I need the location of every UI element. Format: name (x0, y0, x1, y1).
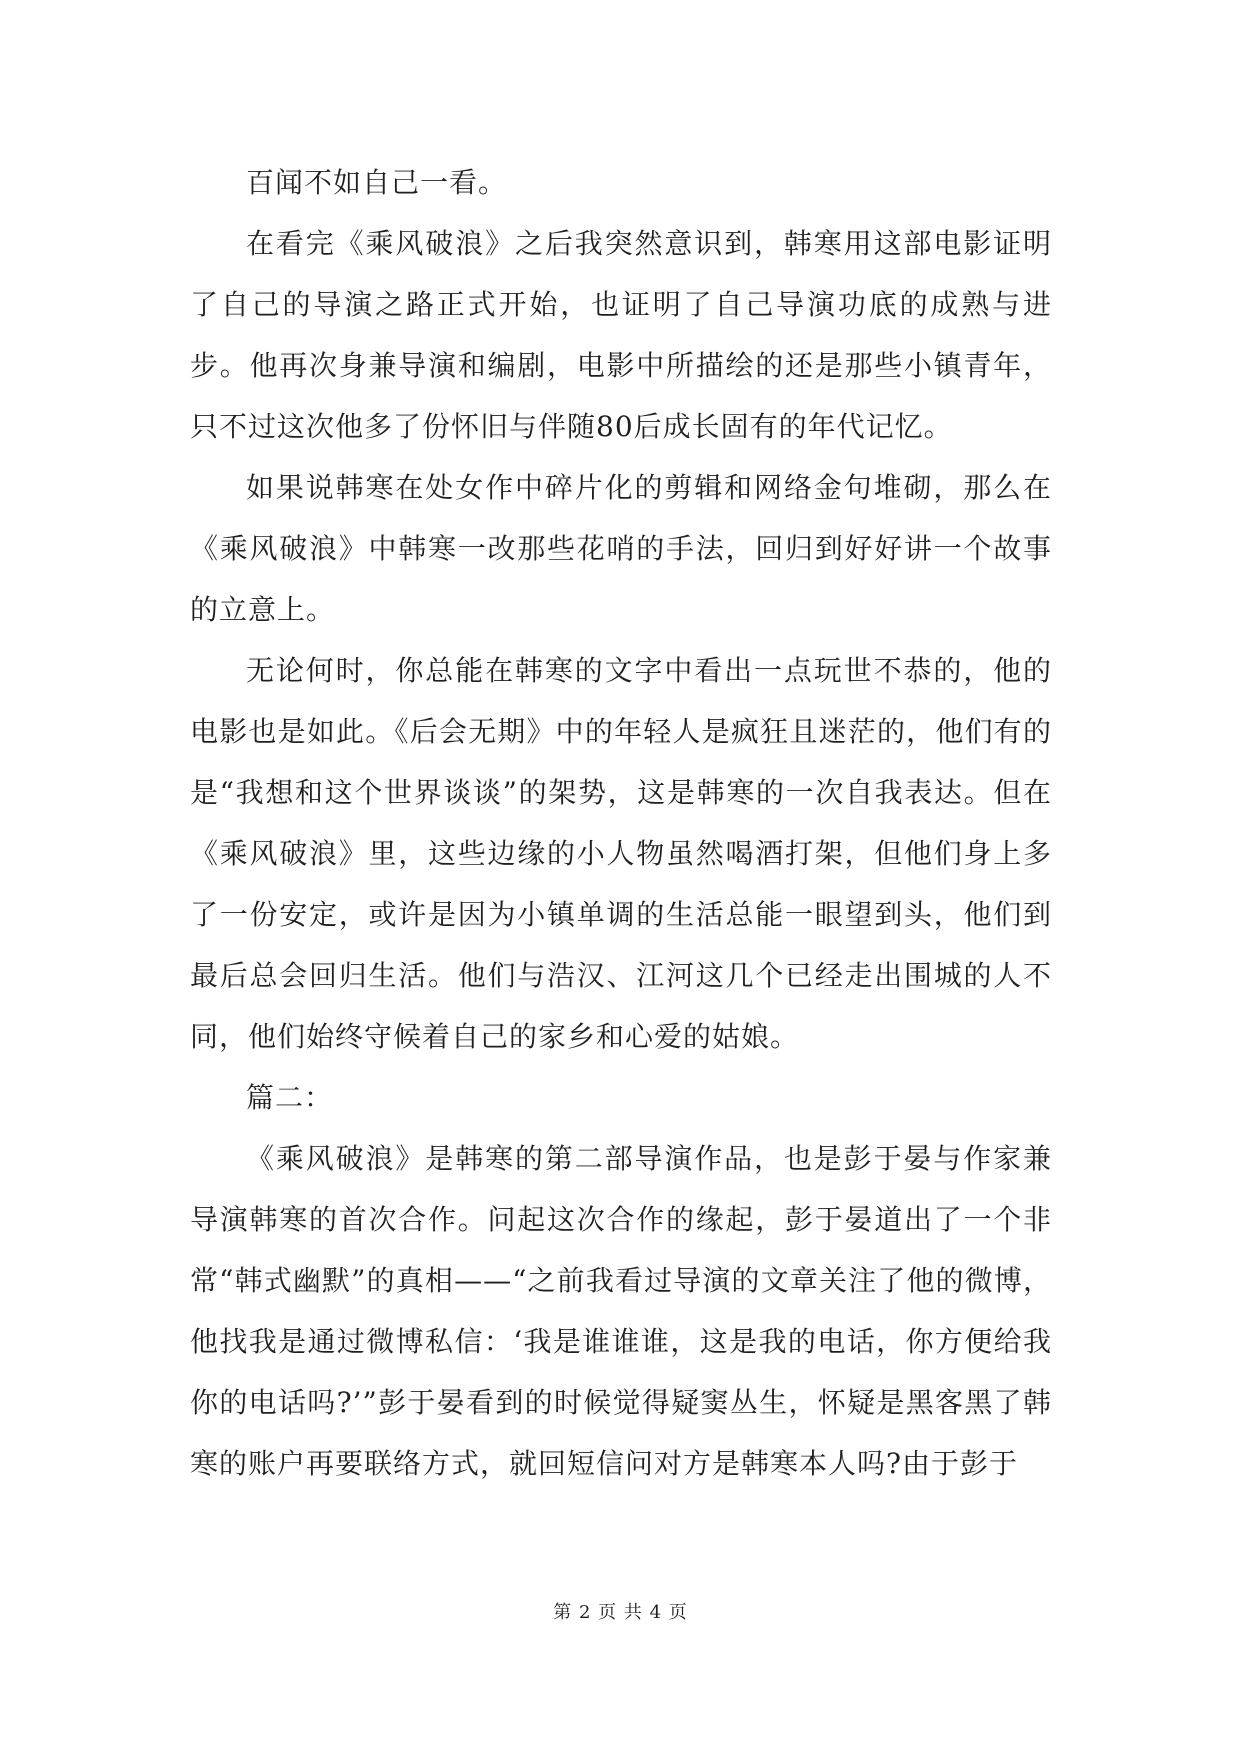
paragraph-3: 如果说韩寒在处女作中碎片化的剪辑和网络金句堆砌，那么在《乘风破浪》中韩寒一改那些花哨的手法，回归到好好讲一个故事的立意上。 (190, 471, 1052, 626)
document-body (190, 152, 1052, 1494)
paragraph-4: 无论何时，你总能在韩寒的文字中看出一点玩世不恭的，他的电影也是如此。《后会无期》中的年轻人是疯狂且迷茫的，他们有的是“我想和这个世界谈谈”的架势，这是韩寒的一次自我表达。但在《乘风破浪》里，这些边缘的小人物虽然喝酒打架，但他们身上多了一份安定，或许是因为小镇单调的生活总能一眼望到头，他们到最后总会回归生活。他们与浩汉、江河这几个已经走出围城的人不同，他们始终守候着自己的家乡和心爱的姑娘。 (190, 654, 1052, 1053)
section-heading-part-two: 篇二： (246, 1081, 334, 1114)
paragraph-2: 在看完《乘风破浪》之后我突然意识到，韩寒用这部电影证明了自己的导演之路正式开始，也证明了自己导演功底的成熟与进步。他再次身兼导演和编剧，电影中所描绘的还是那些小镇青年，只不过这次他多了份怀旧与伴随80后成长固有的年代记忆。 (190, 227, 1052, 443)
paragraph-5: 《乘风破浪》是韩寒的第二部导演作品，也是彭于晏与作家兼导演韩寒的首次合作。问起这次合作的缘起，彭于晏道出了一个非常“韩式幽默”的真相——“之前我看过导演的文章关注了他的微博，他找我是通过微博私信：‘我是谁谁谁，这是我的电话，你方便给我你的电话吗?’”彭于晏看到的时候觉得疑窦丛生，怀疑是黑客黑了韩寒的账户再要联络方式，就回短信问对方是韩寒本人吗?由于彭于 (190, 1142, 1052, 1480)
page-footer: 第 2 页 共 4 页 (553, 1602, 688, 1623)
paragraph-1: 百闻不如自己一看。 (246, 166, 508, 199)
